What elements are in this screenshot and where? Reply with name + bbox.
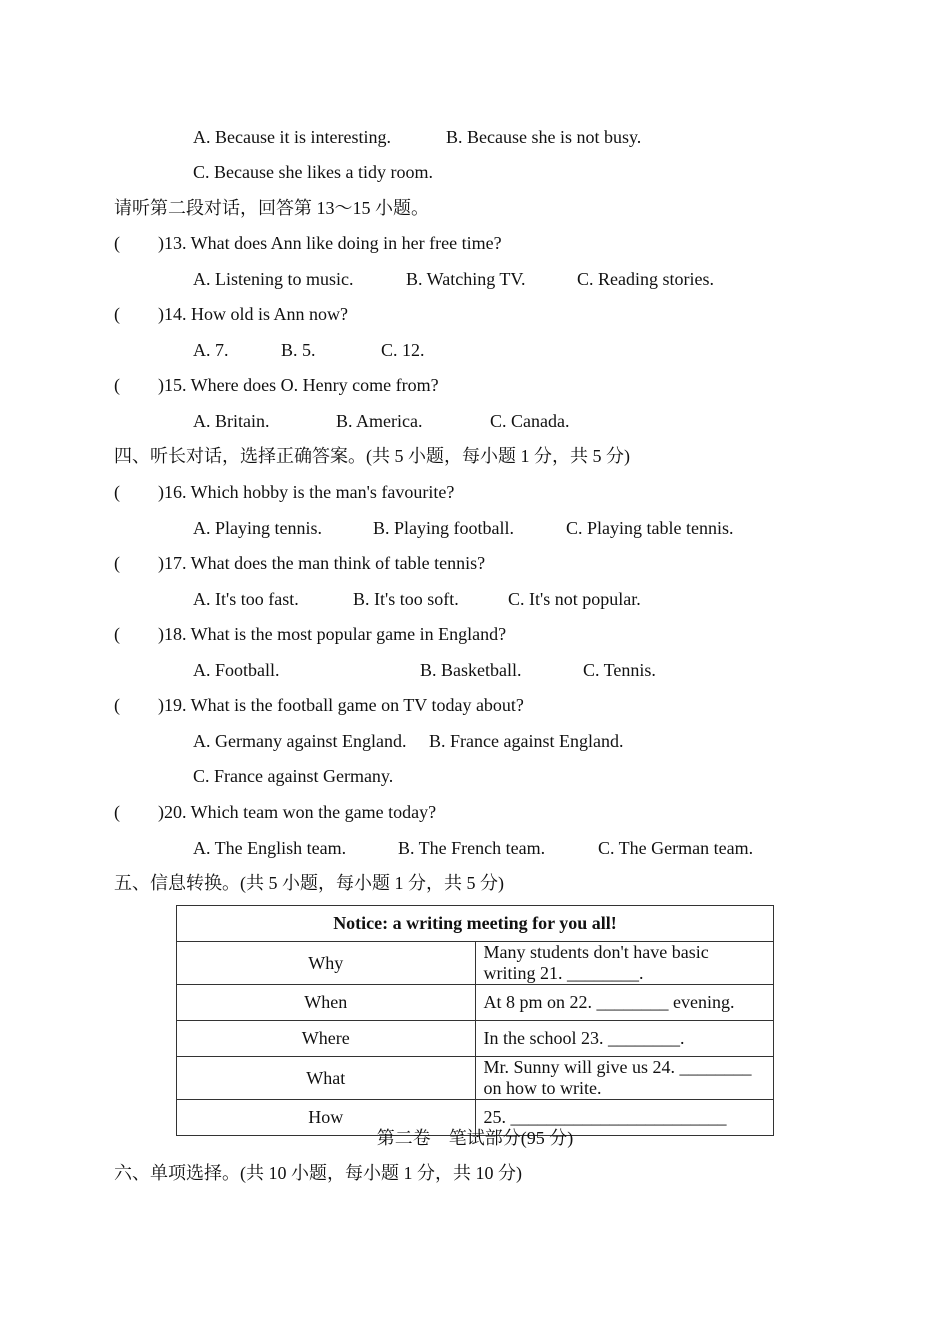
option-b: B. The French team. [398, 838, 546, 858]
question-bracket: ( [114, 375, 120, 395]
section-heading: 六、单项选择。(共 10 小题，每小题 1 分，共 10 分) [114, 1163, 522, 1183]
question-text: )17. What does the man think of table tennis? [158, 553, 486, 573]
option-c: C. France against Germany. [193, 766, 394, 786]
question-bracket: ( [114, 304, 120, 324]
row-value: In the school 23. ________. [475, 1021, 774, 1057]
question-bracket: ( [114, 695, 120, 715]
option-b: B. France against England. [429, 731, 624, 751]
option-b: B. It's too soft. [353, 589, 459, 609]
option-c: C. The German team. [598, 838, 754, 858]
question-text: )18. What is the most popular game in England? [158, 624, 507, 644]
row-label: Where [177, 1021, 476, 1057]
option-c: C. Because she likes a tidy room. [193, 162, 433, 182]
notice-table [176, 905, 774, 1136]
option-a: A. Listening to music. [193, 269, 354, 289]
option-b: B. Playing football. [373, 518, 514, 538]
row-label: What [177, 1057, 476, 1100]
row-value: Many students don't have basic writing 21. ________. [475, 942, 774, 985]
row-label: How [177, 1100, 476, 1136]
option-c: C. Playing table tennis. [566, 518, 734, 538]
dialog2-instruction: 请听第二段对话，回答第 13～15 小题。 [114, 198, 429, 218]
question-text: )14. How old is Ann now? [158, 304, 348, 324]
option-b: B. Because she is not busy. [446, 127, 642, 147]
table-row [177, 985, 774, 1021]
option-a: A. It's too fast. [193, 589, 299, 609]
option-a: A. The English team. [193, 838, 347, 858]
question-bracket: ( [114, 482, 120, 502]
row-label: When [177, 985, 476, 1021]
question-bracket: ( [114, 624, 120, 644]
option-a: A. Britain. [193, 411, 270, 431]
section-heading: 五、信息转换。(共 5 小题，每小题 1 分，共 5 分) [114, 873, 504, 893]
option-b: B. America. [336, 411, 423, 431]
row-value: Mr. Sunny will give us 24. ________ on how to write. [475, 1057, 774, 1100]
option-a: A. Football. [193, 660, 280, 680]
option-c: C. Canada. [490, 411, 570, 431]
row-label: Why [177, 942, 476, 985]
question-bracket: ( [114, 802, 120, 822]
notice-title: Notice: a writing meeting for you all! [177, 906, 774, 942]
table-row [177, 1021, 774, 1057]
question-text: )19. What is the football game on TV today about? [158, 695, 524, 715]
option-c: C. Tennis. [583, 660, 656, 680]
option-b: B. Watching TV. [406, 269, 526, 289]
question-text: )20. Which team won the game today? [158, 802, 437, 822]
row-value: 25. ________________________ [475, 1100, 774, 1136]
option-a: A. 7. [193, 340, 229, 360]
question-text: )15. Where does O. Henry come from? [158, 375, 439, 395]
option-a: A. Germany against England. [193, 731, 407, 751]
part2-title: 第二卷 笔试部分(95 分) [376, 1128, 574, 1148]
question-text: )16. Which hobby is the man's favourite? [158, 482, 455, 502]
option-b: B. Basketball. [420, 660, 522, 680]
question-bracket: ( [114, 233, 120, 253]
option-b: B. 5. [281, 340, 316, 360]
option-a: A. Because it is interesting. [193, 127, 391, 147]
row-value: At 8 pm on 22. ________ evening. [475, 985, 774, 1021]
option-c: C. It's not popular. [508, 589, 641, 609]
option-c: C. 12. [381, 340, 425, 360]
question-bracket: ( [114, 553, 120, 573]
table-row [177, 1057, 774, 1100]
option-a: A. Playing tennis. [193, 518, 322, 538]
option-c: C. Reading stories. [577, 269, 714, 289]
question-text: )13. What does Ann like doing in her free time? [158, 233, 502, 253]
section-heading: 四、听长对话，选择正确答案。(共 5 小题，每小题 1 分，共 5 分) [114, 446, 630, 466]
table-row [177, 942, 774, 985]
